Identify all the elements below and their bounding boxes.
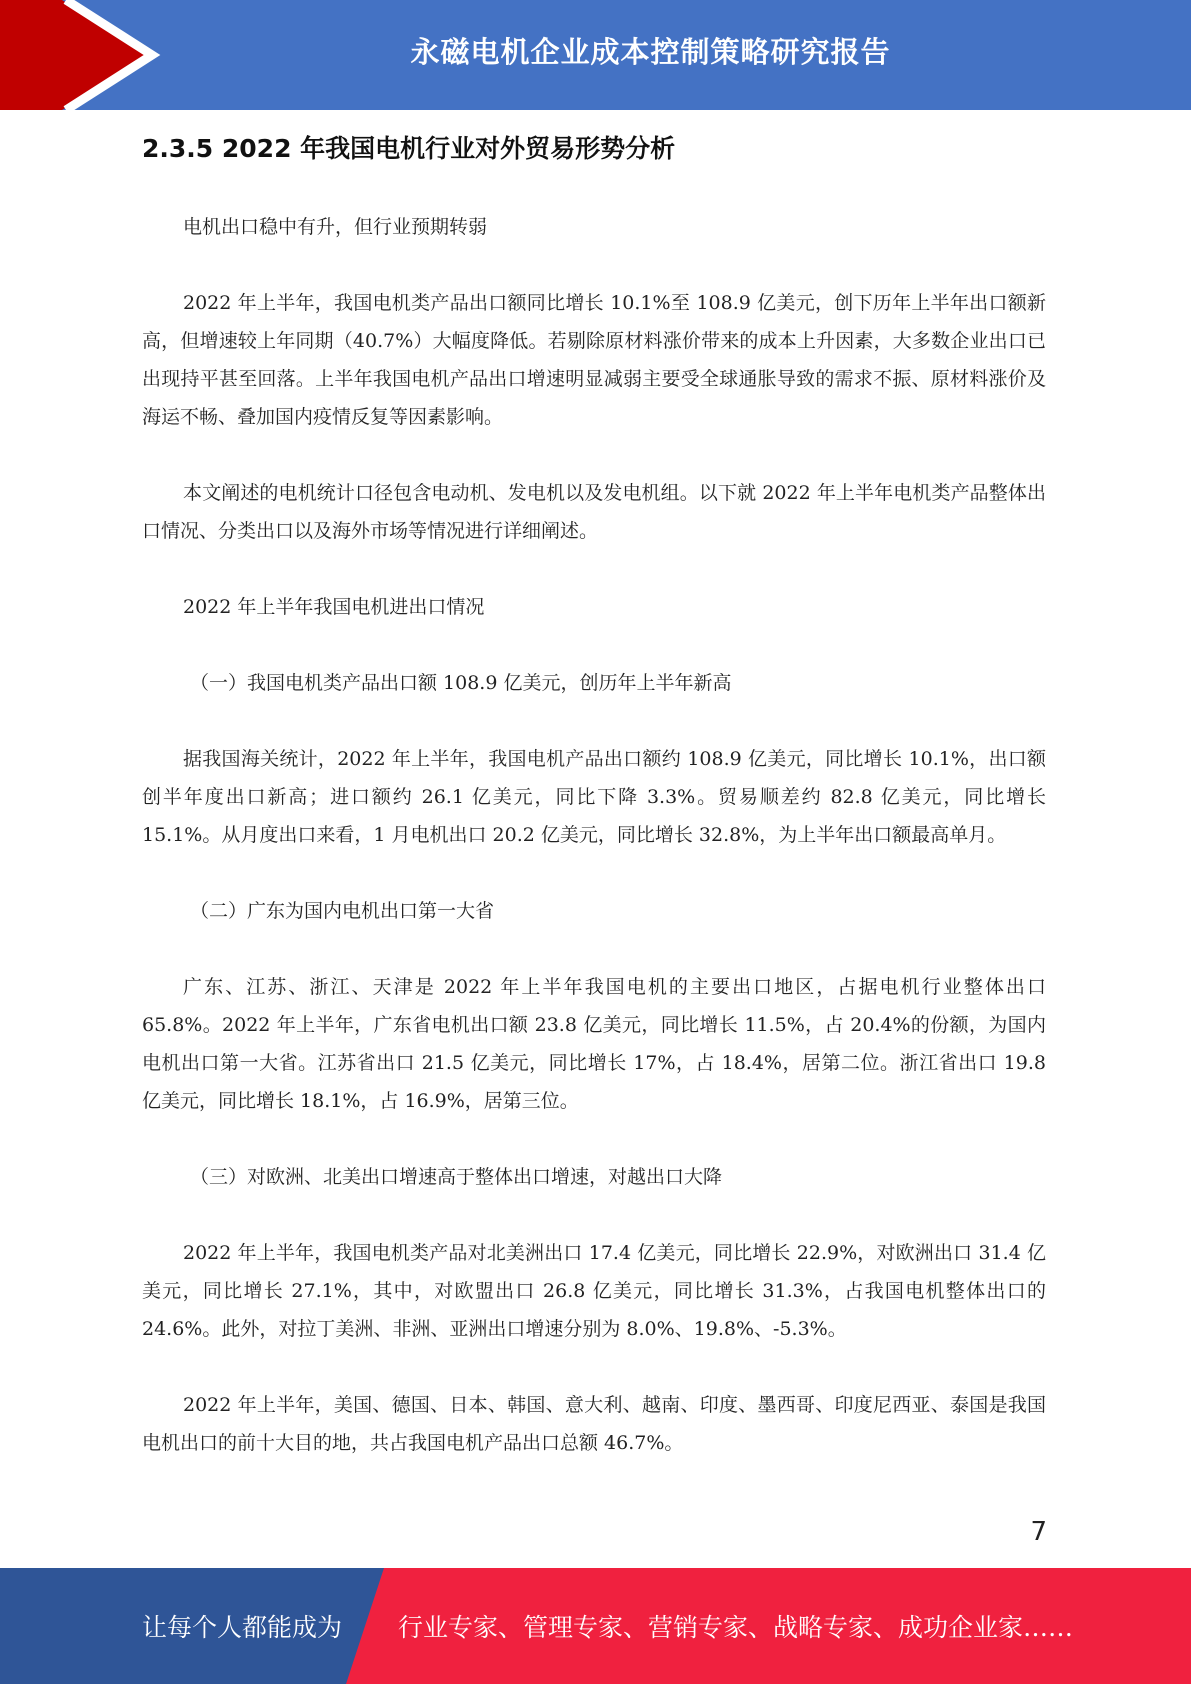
footer-slogan-right: 行业专家、管理专家、营销专家、战略专家、成功企业家…… [398, 1613, 1074, 1642]
section-heading: 2.3.5 2022 年我国电机行业对外贸易形势分析 [142, 134, 676, 163]
footer-slogan-left: 让每个人都能成为 [142, 1613, 343, 1642]
page-footer [0, 1568, 1191, 1684]
page-number: 7 [1030, 1517, 1047, 1547]
subsection-heading: （三）对欧洲、北美出口增速高于整体出口增速，对越出口大降 [190, 1166, 723, 1188]
paragraph-lead: 2022 年上半年我国电机进出口情况 [183, 596, 485, 618]
report-title: 永磁电机企业成本控制策略研究报告 [410, 34, 891, 69]
paragraph-lead: 电机出口稳中有升，但行业预期转弱 [183, 216, 488, 238]
paragraph: 2022 年上半年，美国、德国、日本、韩国、意大利、越南、印度、墨西哥、印度尼西亚、泰国是我国电机出口的前十大目的地，共占我国电机产品出口总额 46.7%。 [142, 1394, 1046, 1454]
header-red-arrow [0, 0, 148, 110]
subsection-heading: （二）广东为国内电机出口第一大省 [190, 900, 495, 922]
paragraph: 2022 年上半年，我国电机类产品对北美洲出口 17.4 亿美元，同比增长 22.9%，对欧洲出口 31.4 亿美元，同比增长 27.1%，其中，对欧盟出口 26.8 亿美元，同比增长 31.3%，占我国电机整体出口的 24.6%。此外，对拉丁美洲、非洲、亚洲出口增速分别为 8.0%、19.8%、-5.3%。 [142, 1242, 1046, 1340]
paragraph: 2022 年上半年，我国电机类产品出口额同比增长 10.1%至 108.9 亿美元，创下历年上半年出口额新高，但增速较上年同期（40.7%）大幅度降低。若剔除原材料涨价带来的成本上升因素，大多数企业出口已出现持平甚至回落。上半年我国电机产品出口增速明显减弱主要受全球通胀导致的需求不振、原材料涨价及海运不畅、叠加国内疫情反复等因素影响。 [142, 292, 1046, 428]
paragraph: 广东、江苏、浙江、天津是 2022 年上半年我国电机的主要出口地区，占据电机行业整体出口 65.8%。2022 年上半年，广东省电机出口额 23.8 亿美元，同比增长 11.5%，占 20.4%的份额，为国内电机出口第一大省。江苏省出口 21.5 亿美元，同比增长 17%，占 18.4%，居第二位。浙江省出口 19.8 亿美元，同比增长 18.1%，占 16.9%，居第三位。 [142, 976, 1046, 1112]
paragraph: 据我国海关统计，2022 年上半年，我国电机产品出口额约 108.9 亿美元，同比增长 10.1%，出口额创半年度出口新高；进口额约 26.1 亿美元，同比下降 3.3%。贸易顺差约 82.8 亿美元，同比增长 15.1%。从月度出口来看，1 月电机出口 20.2 亿美元，同比增长 32.8%，为上半年出口额最高单月。 [142, 748, 1046, 846]
document-body [142, 128, 1046, 1462]
subsection-heading: （一）我国电机类产品出口额 108.9 亿美元，创历年上半年新高 [190, 672, 732, 694]
page-header [0, 0, 1191, 110]
paragraph: 本文阐述的电机统计口径包含电动机、发电机以及发电机组。以下就 2022 年上半年电机类产品整体出口情况、分类出口以及海外市场等情况进行详细阐述。 [142, 482, 1046, 542]
